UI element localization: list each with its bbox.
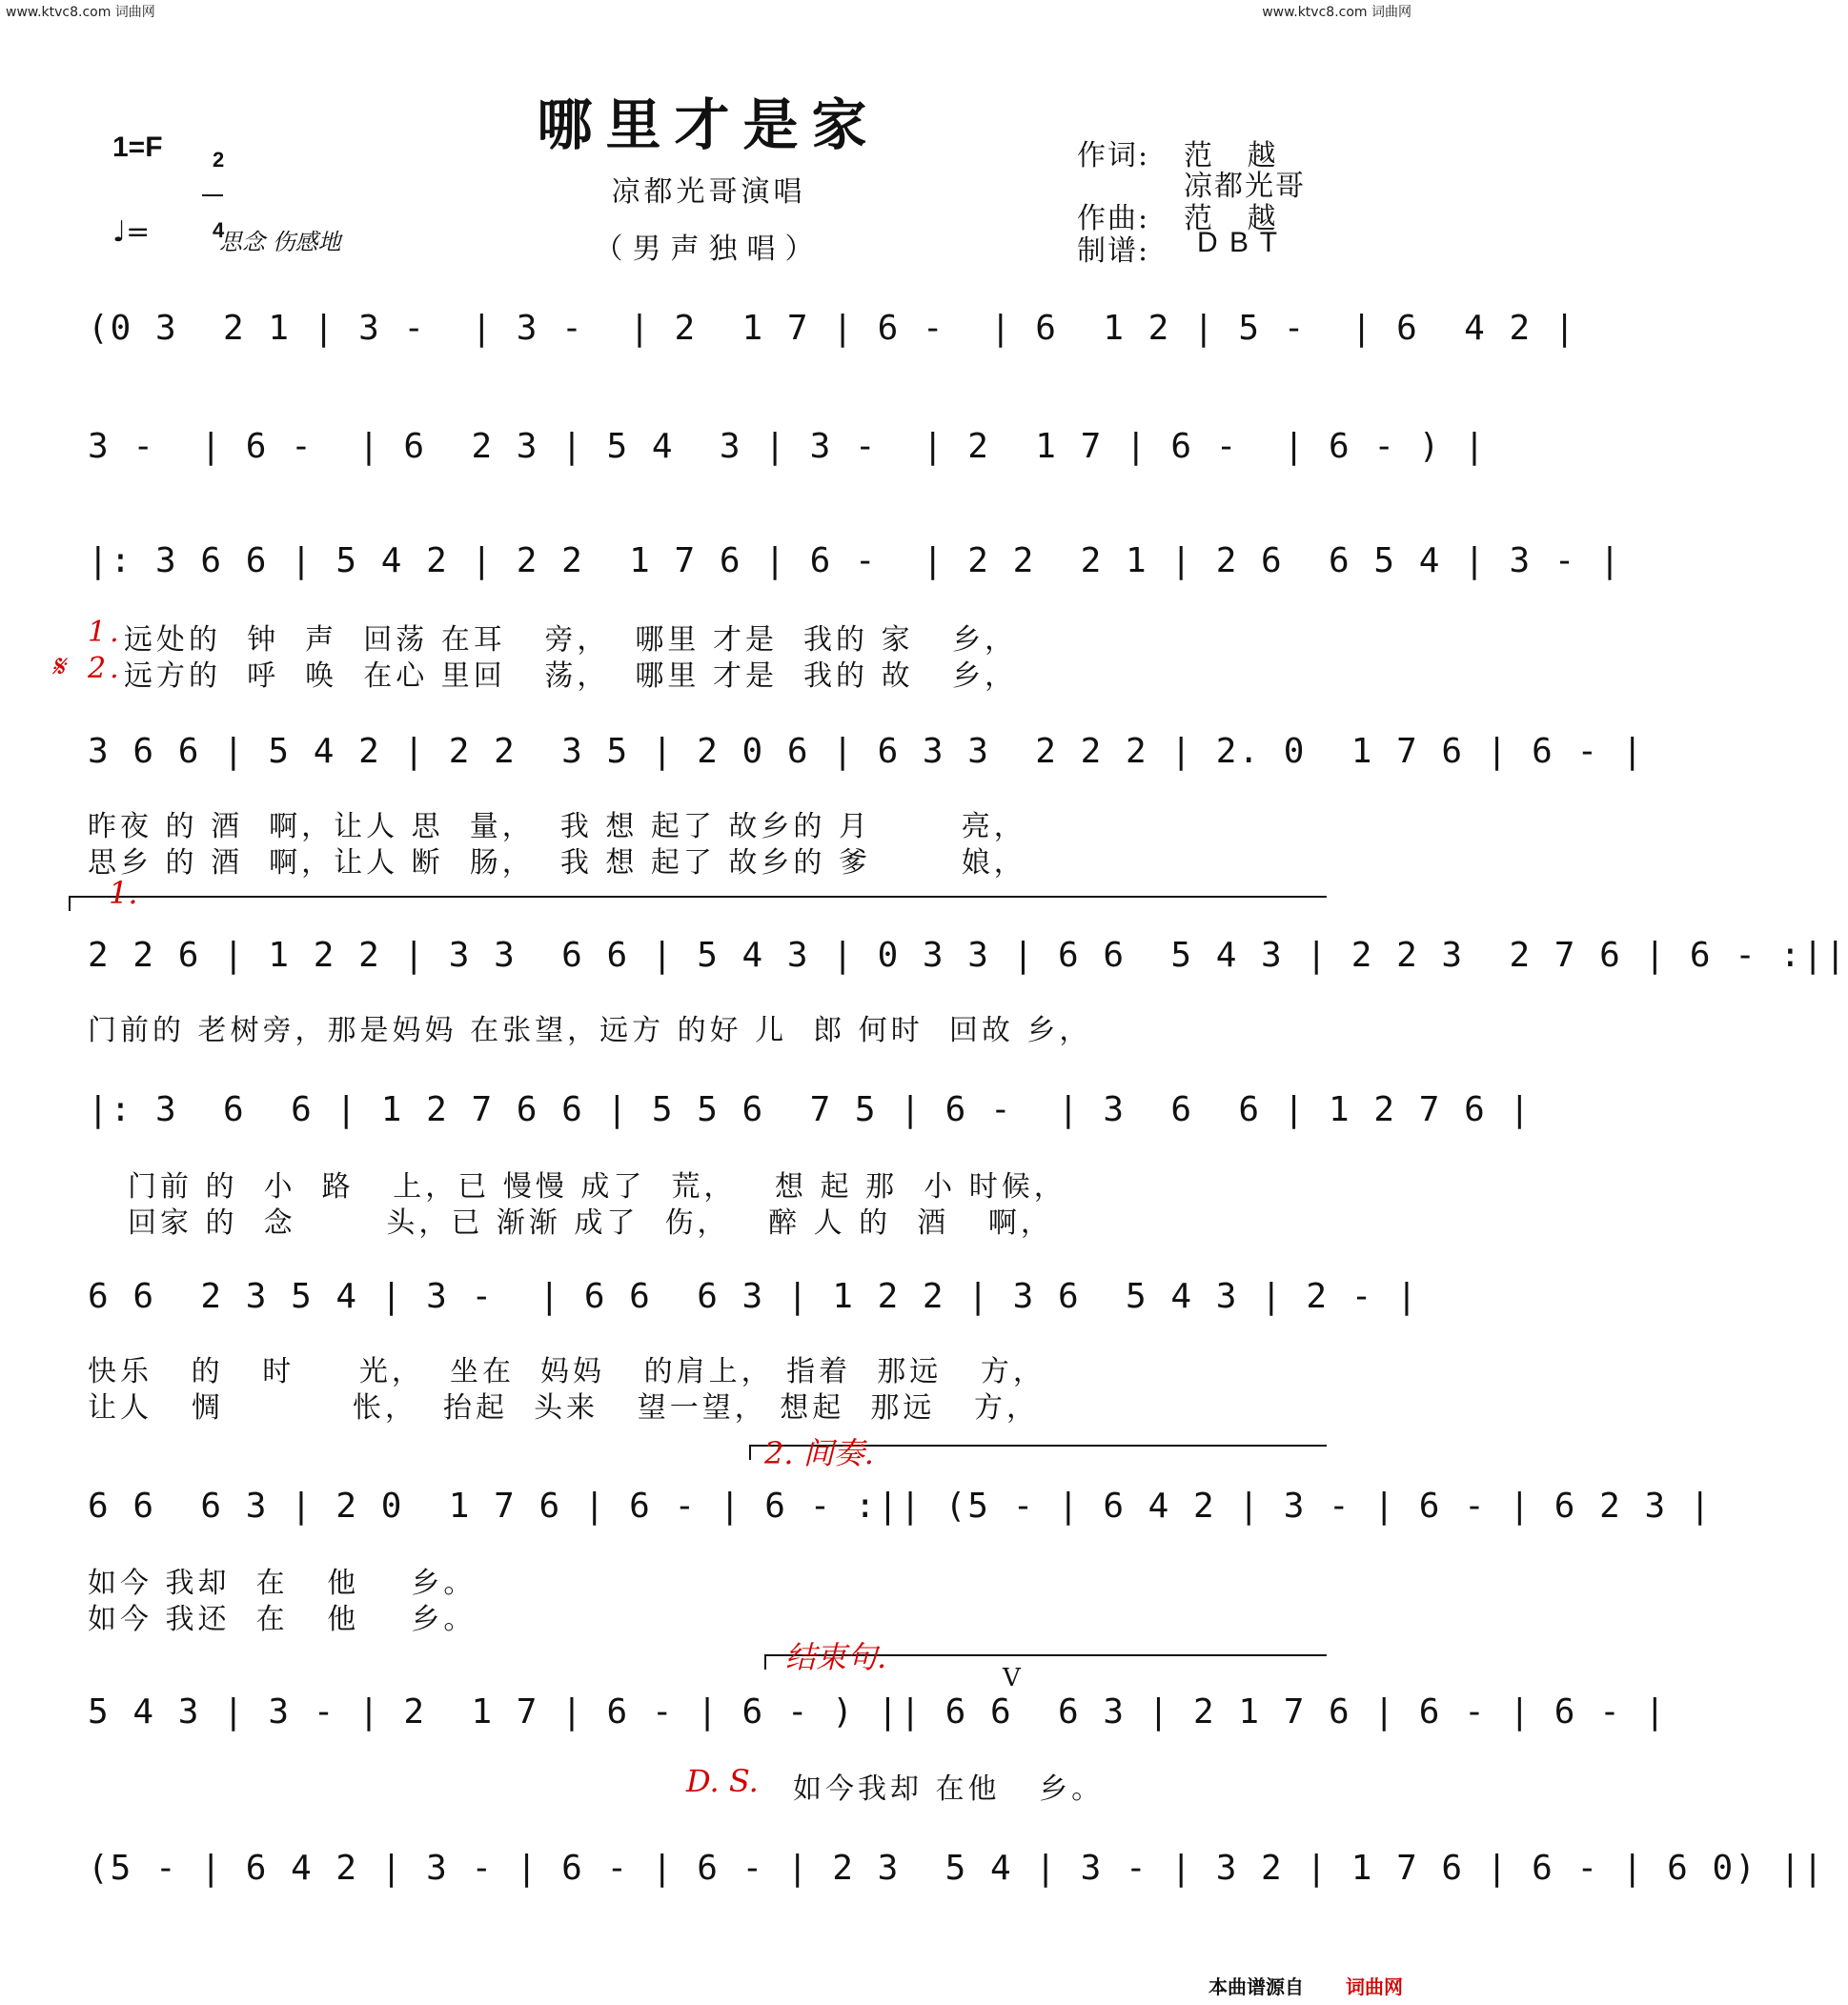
notation-row-6: |: 3 6 6 | 1 2 7 6 6 | 5 5 6 7 5 | 6 - | 3 6 6 | 1 2 7 6 | — [88, 1090, 1533, 1129]
tempo-mark: ♩= — [112, 215, 151, 249]
composer: 范 越 — [1184, 202, 1278, 235]
breath-mark: V — [1003, 1664, 1021, 1692]
performance-mode: （男声独唱） — [594, 233, 823, 266]
notation-row-1: (0 3 2 1 | 3 - | 3 - | 2 1 7 | 6 - | 6 1 2 | 5 - | 6 4 2 | — [88, 309, 1577, 348]
notation-row-2: 3 - | 6 - | 6 2 3 | 5 4 3 | 3 - | 2 1 7 | 6 - | 6 - ) | — [88, 427, 1487, 466]
notation-row-10: (5 - | 6 4 2 | 3 - | 6 - | 6 - | 2 3 5 4 | 3 - | 3 2 | 1 7 6 | 6 - | 6 0) || — [88, 1849, 1825, 1888]
footer-source: 本曲谱源自 — [1208, 1975, 1304, 1998]
volta-1-bracket — [69, 896, 1327, 911]
singer: 凉都光哥演唱 — [611, 175, 806, 209]
notation-row-9: 5 4 3 | 3 - | 2 1 7 | 6 - | 6 - ) || 6 6 6 3 | 2 1 7 6 | 6 - | 6 - | — [88, 1692, 1668, 1732]
lyric-v2-line2: 思乡 的 酒 啊，让人 断 肠， 我 想 起了 故乡的 爹 娘， — [88, 846, 1026, 880]
composer-label: 作曲: — [1077, 202, 1150, 235]
arranger-label: 制谱: — [1077, 234, 1150, 268]
notation-row-8: 6 6 6 3 | 2 0 1 7 6 | 6 - | 6 - :|| (5 - | 6 4 2 | 3 - | 6 - | 6 2 3 | — [88, 1487, 1713, 1526]
ds-mark: D. S. — [686, 1763, 759, 1799]
lyric-line5a: 快乐 的 时 光， 坐在 妈妈 的肩上， 指着 那远 方， — [88, 1355, 1046, 1388]
ending-label: 结束句. — [785, 1639, 887, 1675]
lyric-line5b: 让人 惆 怅， 抬起 头来 望一望， 想起 那远 方， — [88, 1391, 1039, 1425]
footer-site: 词曲网 — [1346, 1975, 1403, 1998]
key-signature: 1=F — [112, 132, 163, 163]
lyric-line6b: 如今 我还 在 他 乡。 — [88, 1603, 477, 1636]
time-bottom: 4 — [212, 218, 225, 242]
volta-1-label: 1. — [109, 875, 138, 911]
watermark-left: www.ktvc8.com 词曲网 — [6, 5, 155, 20]
lyric-v1-line2: 昨夜 的 酒 啊，让人 思 量， 我 想 起了 故乡的 月 亮， — [88, 810, 1026, 843]
verse-1-marker: 1. — [88, 616, 123, 649]
notation-row-3: |: 3 6 6 | 5 4 2 | 2 2 1 7 6 | 6 - | 2 2 2 1 | 2 6 6 5 4 | 3 - | — [88, 541, 1622, 580]
lyricist: 范 越 — [1184, 139, 1278, 172]
time-top: 2 — [212, 148, 225, 172]
lyric-line4a: 门前 的 小 路 上，已 慢慢 成了 荒， 想 起 那 小 时候， — [128, 1170, 1066, 1204]
notation-row-7: 6 6 2 3 5 4 | 3 - | 6 6 6 3 | 1 2 2 | 3 6 5 4 3 | 2 - | — [88, 1277, 1419, 1316]
lyric-line7: 如今我却 在他 乡。 — [793, 1772, 1105, 1806]
arranger: D B T — [1197, 227, 1280, 258]
lyric-line6a: 如今 我却 在 他 乡。 — [88, 1567, 477, 1600]
volta-2-label: 2. 间奏. — [764, 1435, 874, 1471]
lyric-v2-line1: 远方的 呼 唤 在心 里回 荡， 哪里 才是 我的 故 乡， — [124, 659, 1018, 693]
lyric-line3: 门前的 老树旁，那是妈妈 在张望，远方 的好 儿 郎 何时 回故 乡， — [88, 1014, 1092, 1047]
segno-icon: 𝄋 — [51, 648, 65, 684]
lyricist-2: 凉都光哥 — [1184, 170, 1306, 203]
lyricist-label: 作词: — [1077, 139, 1150, 172]
notation-row-5: 2 2 6 | 1 2 2 | 3 3 6 6 | 5 4 3 | 0 3 3 | 6 6 5 4 3 | 2 2 3 2 7 6 | 6 - :|| — [88, 936, 1848, 975]
watermark-right: www.ktvc8.com 词曲网 — [1262, 5, 1411, 20]
notation-row-4: 3 6 6 | 5 4 2 | 2 2 3 5 | 2 0 6 | 6 3 3 2 2 2 | 2. 0 1 7 6 | 6 - | — [88, 732, 1645, 771]
mood-text: 思念 伤感地 — [219, 229, 341, 255]
song-title: 哪里才是家 — [537, 92, 881, 157]
lyric-v1-line1: 远处的 钟 声 回荡 在耳 旁， 哪里 才是 我的 家 乡， — [124, 623, 1018, 657]
lyric-line4b: 回家 的 念 头，已 渐渐 成了 伤， 醉 人 的 酒 啊， — [128, 1206, 1053, 1240]
verse-2-marker: 2. — [88, 652, 123, 685]
